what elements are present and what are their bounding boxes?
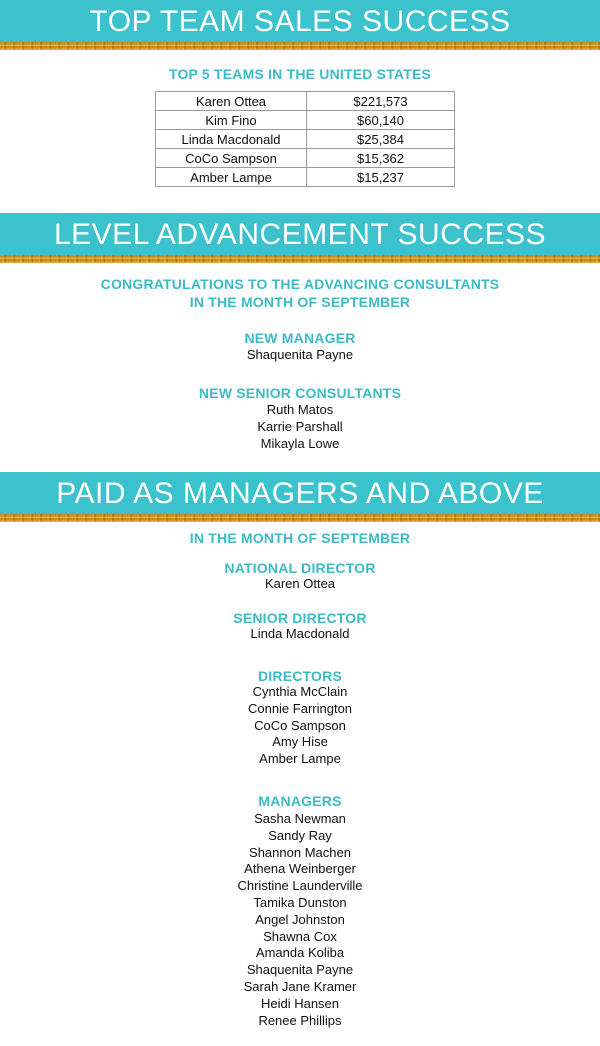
directors-list <box>0 684 600 768</box>
list-item: Renee Phillips <box>258 1012 342 1028</box>
list-item: Cynthia McClain <box>252 684 348 699</box>
congrats-heading-line1: CONGRATULATIONS TO THE ADVANCING CONSULTANTS <box>100 276 500 292</box>
team-name: Kim Fino <box>156 111 307 130</box>
gold-glitter-divider <box>0 514 600 522</box>
new-manager-heading: NEW MANAGER <box>244 330 356 346</box>
directors-heading: DIRECTORS <box>258 668 342 684</box>
list-item: Mikayla Lowe <box>260 435 340 451</box>
table-row <box>156 149 455 168</box>
team-name: CoCo Sampson <box>156 149 307 168</box>
new-senior-consultants-heading: NEW SENIOR CONSULTANTS <box>198 385 402 401</box>
list-item: Angel Johnston <box>255 911 345 927</box>
list-item: Amber Lampe <box>259 751 341 767</box>
team-name: Amber Lampe <box>156 168 307 187</box>
list-item: Linda Macdonald <box>250 626 350 641</box>
gold-glitter-divider <box>0 255 600 263</box>
list-item: CoCo Sampson <box>254 717 346 733</box>
banner-title: LEVEL ADVANCEMENT SUCCESS <box>53 218 547 251</box>
top5-teams-table <box>155 91 455 187</box>
list-item: Shaquenita Payne <box>246 347 354 362</box>
managers-heading: MANAGERS <box>258 793 342 809</box>
list-item: Karen Ottea <box>264 576 336 591</box>
team-amount: $25,384 <box>307 130 455 149</box>
banner-paid-as-managers <box>0 472 600 514</box>
team-amount: $15,362 <box>307 149 455 168</box>
list-item: Heidi Hansen <box>260 995 340 1011</box>
list-item: Shawna Cox <box>263 928 337 944</box>
new-senior-consultants-list <box>0 402 600 452</box>
list-item: Shannon Machen <box>249 844 351 860</box>
team-name: Karen Ottea <box>156 92 307 111</box>
table-row <box>156 168 455 187</box>
top5-heading: TOP 5 TEAMS IN THE UNITED STATES <box>168 66 432 82</box>
banner-title: TOP TEAM SALES SUCCESS <box>89 5 511 38</box>
table-row <box>156 111 455 130</box>
team-amount: $60,140 <box>307 111 455 130</box>
list-item: Christine Launderville <box>237 878 363 894</box>
list-item: Amy Hise <box>272 734 328 750</box>
congrats-heading-line2: IN THE MONTH OF SEPTEMBER <box>189 294 411 310</box>
list-item: Sarah Jane Kramer <box>243 978 357 994</box>
list-item: Karrie Parshall <box>257 418 343 434</box>
list-item: Ruth Matos <box>266 402 334 417</box>
banner-title: PAID AS MANAGERS AND ABOVE <box>56 477 544 510</box>
list-item: Sandy Ray <box>268 827 332 843</box>
gold-glitter-divider <box>0 42 600 50</box>
list-item: Tamika Dunston <box>253 894 347 910</box>
list-item: Amanda Koliba <box>255 945 345 961</box>
month-heading: IN THE MONTH OF SEPTEMBER <box>189 530 411 546</box>
banner-top-team-sales <box>0 0 600 42</box>
senior-director-list <box>0 626 600 643</box>
list-item: Sasha Newman <box>254 811 346 826</box>
national-director-heading: NATIONAL DIRECTOR <box>224 560 376 576</box>
list-item: Connie Farrington <box>247 700 353 716</box>
managers-list <box>0 811 600 1029</box>
table-row <box>156 130 455 149</box>
list-item: Shaquenita Payne <box>246 962 354 978</box>
team-amount: $221,573 <box>307 92 455 111</box>
national-director-list <box>0 576 600 593</box>
team-amount: $15,237 <box>307 168 455 187</box>
team-name: Linda Macdonald <box>156 130 307 149</box>
senior-director-heading: SENIOR DIRECTOR <box>233 610 367 626</box>
new-manager-list <box>0 347 600 364</box>
table-row <box>156 92 455 111</box>
banner-level-advancement <box>0 213 600 255</box>
list-item: Athena Weinberger <box>244 861 356 877</box>
